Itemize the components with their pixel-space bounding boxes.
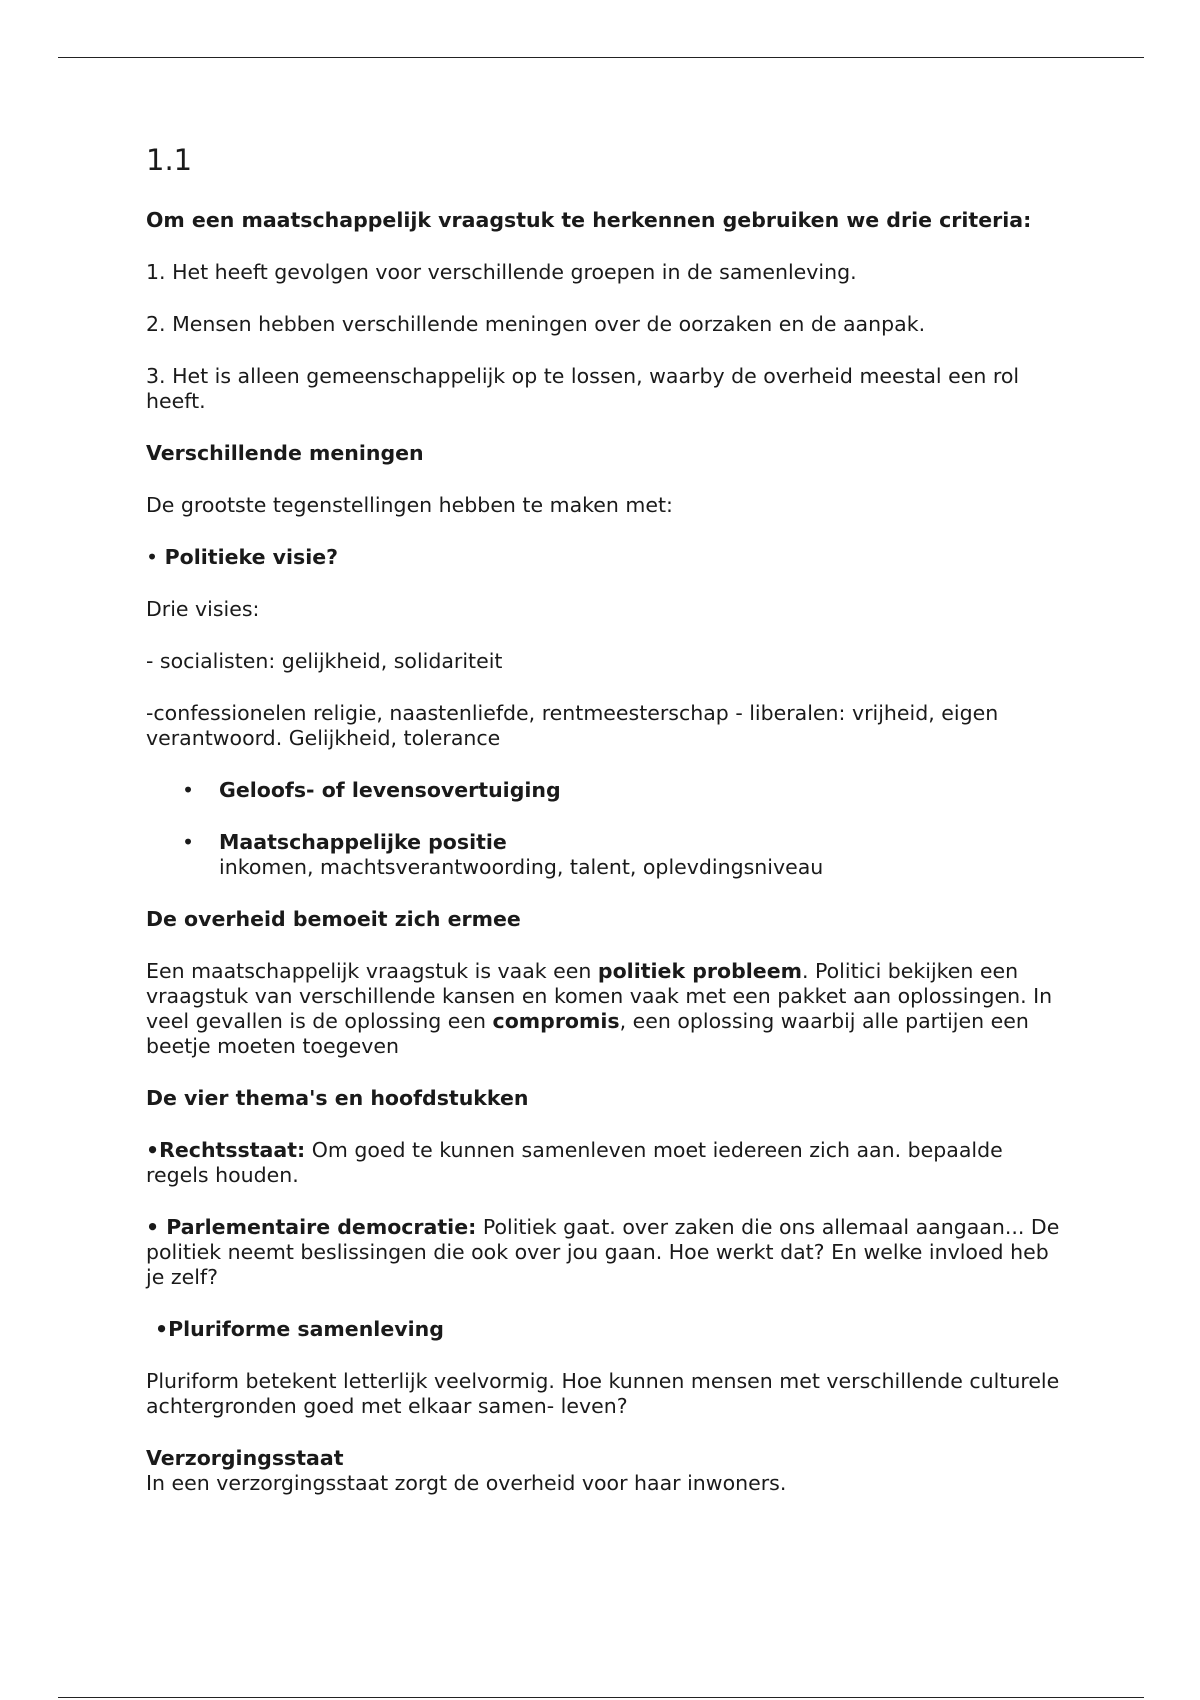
term-politiek-probleem: politiek probleem	[597, 959, 802, 983]
overheid-text-3: , een oplossing waarbij alle partijen een beetje moeten toegeven	[146, 1009, 1029, 1058]
document-body	[146, 142, 1066, 1496]
list-item-label: Geloofs- of levensovertuiging	[219, 778, 561, 802]
thema-rechtsstaat	[146, 1138, 1066, 1188]
top-rule	[58, 57, 1144, 58]
thema-democratie	[146, 1215, 1066, 1290]
overheid-heading: De overheid bemoeit zich ermee	[146, 907, 521, 931]
politieke-visie-label: Politieke visie?	[164, 545, 339, 569]
list-item	[146, 778, 1066, 803]
meningen-bullet-list	[146, 778, 1066, 880]
democratie-text: Politiek gaat. over zaken die ons allemaal aangaan... De politiek neemt beslissingen die ook over jou gaan. Hoe werkt dat? En welke invloed heb je zelf?	[146, 1215, 1060, 1289]
meningen-intro: De grootste tegenstellingen hebben te maken met:	[146, 493, 673, 517]
confessionelen-line: -confessionelen religie, naastenliefde, rentmeesterschap - liberalen: vrijheid, eigen verantwoord. Gelijkheid, tolerance	[146, 701, 999, 750]
criterion-2: 2. Mensen hebben verschillende meningen over de oorzaken en de aanpak.	[146, 312, 926, 336]
verzorgingsstaat-heading: Verzorgingsstaat	[146, 1446, 344, 1470]
rechtsstaat-text: Om goed te kunnen samenleven moet iedereen zich aan. bepaalde regels houden.	[146, 1138, 1003, 1187]
section-number: 1.1	[146, 143, 193, 177]
rechtsstaat-label: •Rechtsstaat:	[146, 1138, 306, 1162]
themas-heading: De vier thema's en hoofdstukken	[146, 1086, 529, 1110]
bullet-icon: •	[182, 778, 195, 802]
meningen-heading: Verschillende meningen	[146, 441, 424, 465]
list-item-detail: inkomen, machtsverantwoording, talent, oplevdingsniveau	[219, 855, 824, 879]
bottom-rule	[58, 1697, 1144, 1698]
term-compromis: compromis	[492, 1009, 620, 1033]
socialisten-line: - socialisten: gelijkheid, solidariteit	[146, 649, 503, 673]
criterion-1: 1. Het heeft gevolgen voor verschillende groepen in de samenleving.	[146, 260, 857, 284]
overheid-paragraph	[146, 959, 1066, 1059]
list-item-label: Maatschappelijke positie	[219, 830, 507, 854]
criterion-3: 3. Het is alleen gemeenschappelijk op te lossen, waarby de overheid meestal een rol heeft.	[146, 364, 1020, 413]
pluriform-heading: •Pluriforme samenleving	[155, 1317, 444, 1341]
pluriform-text: Pluriform betekent letterlijk veelvormig. Hoe kunnen mensen met verschillende culturele achtergronden goed met elkaar samen- leven?	[146, 1369, 1060, 1418]
verzorgingsstaat-text: In een verzorgingsstaat zorgt de overheid voor haar inwoners.	[146, 1471, 787, 1495]
drie-visies-label: Drie visies:	[146, 597, 260, 621]
democratie-label: • Parlementaire democratie:	[146, 1215, 477, 1239]
bullet-icon: •	[182, 830, 195, 854]
politieke-visie-item	[146, 545, 1066, 570]
bullet-icon: •	[146, 545, 159, 569]
overheid-text-2: . Politici bekijken een vraagstuk van verschillende kansen en komen vaak met een pakket aan oplossingen. In veel gevallen is de oplossing een	[146, 959, 1053, 1033]
intro-heading: Om een maatschappelijk vraagstuk te herkennen gebruiken we drie criteria:	[146, 208, 1032, 232]
list-item	[146, 830, 1066, 880]
overheid-text-1: Een maatschappelijk vraagstuk is vaak een	[146, 959, 598, 983]
